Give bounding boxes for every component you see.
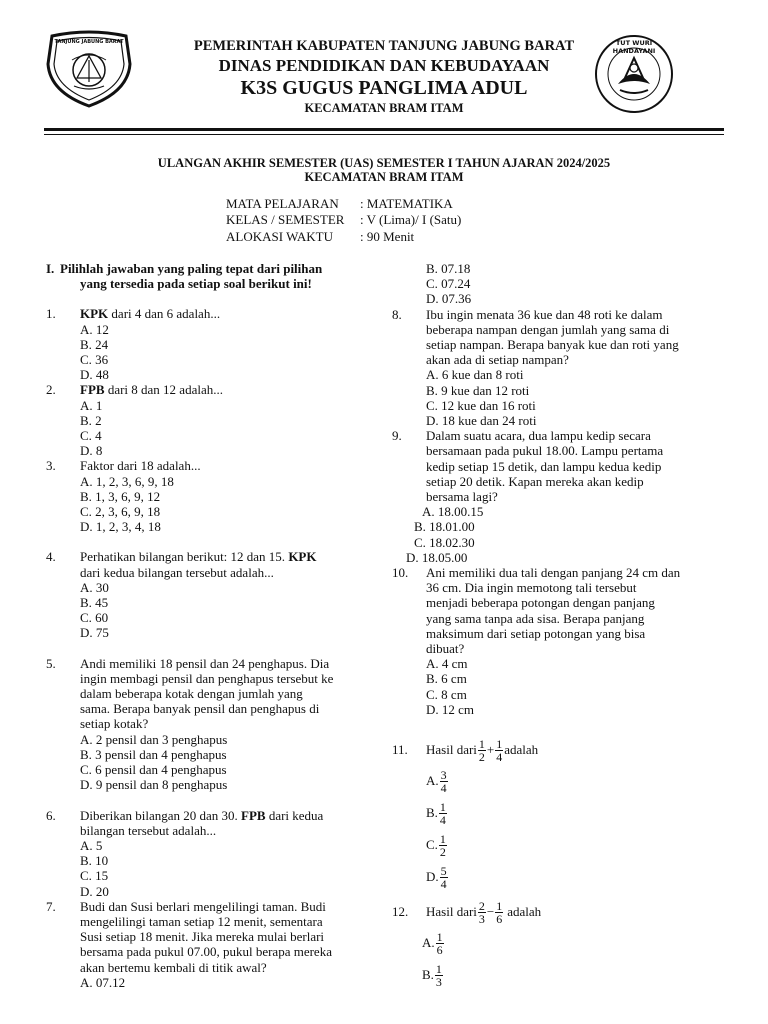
- numerator: 1: [436, 929, 443, 944]
- question-text: menjadi beberapa potongan dengan panjang: [426, 595, 655, 611]
- header-k3s: K3S GUGUS PANGLIMA ADUL: [240, 77, 528, 99]
- header-department: DINAS PENDIDIKAN DAN KEBUDAYAAN: [218, 56, 550, 75]
- fraction: [440, 865, 448, 890]
- question-text: Hasil dari: [426, 904, 477, 920]
- fraction: [495, 738, 503, 763]
- question-text: Dalam suatu acara, dua lampu kedip secara: [426, 428, 651, 444]
- option[interactable]: D. 20: [80, 883, 109, 899]
- numerator: 1: [496, 898, 503, 913]
- option-letter: A.: [426, 773, 439, 789]
- question-keyword: KPK: [288, 549, 317, 565]
- question-text: dari 4 dan 6 adalah...: [108, 306, 221, 322]
- option[interactable]: B. 6 cm: [426, 671, 467, 687]
- question-11: [392, 735, 732, 893]
- question-text: Diberikan bilangan 20 dan 30.: [80, 807, 242, 823]
- question-text: akan bertemu kembali di titik awal?: [80, 959, 267, 975]
- operator: −: [486, 904, 495, 920]
- meta-key: MATA PELAJARAN: [226, 196, 339, 211]
- option[interactable]: A. 5: [80, 837, 103, 853]
- question-10: [392, 565, 732, 717]
- question-number: 9.: [392, 428, 402, 444]
- option[interactable]: B. 3 pensil dan 4 penghapus: [80, 746, 227, 762]
- question-text: adalah: [507, 904, 542, 920]
- header-district: KECAMATAN BRAM ITAM: [304, 101, 464, 115]
- option[interactable]: D. 48: [80, 367, 109, 383]
- instruction-line: yang tersedia pada setiap soal berikut ini!: [80, 276, 312, 292]
- option[interactable]: [422, 959, 732, 991]
- question-number: 8.: [392, 306, 402, 322]
- option[interactable]: D. 1, 2, 3, 4, 18: [80, 519, 161, 535]
- option[interactable]: B. 9 kue dan 12 roti: [426, 382, 530, 398]
- question-text: dari 8 dan 12 adalah...: [104, 382, 223, 398]
- option[interactable]: D. 12 cm: [426, 701, 475, 717]
- instruction-line: Pilihlah jawaban yang paling tepat dari pilihan: [60, 261, 323, 276]
- denominator: 2: [439, 844, 446, 859]
- question-text: adalah: [504, 742, 539, 758]
- question-text: akan ada di setiap nampan?: [426, 352, 569, 368]
- question-7: [46, 899, 382, 990]
- option[interactable]: D. 75: [80, 625, 109, 641]
- question-text: dari kedua bilangan tersebut adalah...: [80, 564, 274, 580]
- section-number: I.: [46, 261, 55, 276]
- fraction: [440, 769, 448, 794]
- option[interactable]: C. 12 kue dan 16 roti: [426, 397, 536, 413]
- option[interactable]: B. 45: [80, 595, 109, 611]
- question-number: 4.: [46, 549, 56, 565]
- fraction: [435, 963, 443, 988]
- option-letter: A.: [422, 935, 435, 951]
- option[interactable]: C. 2, 3, 6, 9, 18: [80, 504, 161, 520]
- option[interactable]: B. 2: [80, 412, 102, 428]
- question-12: [392, 897, 732, 991]
- question-number: 3.: [46, 458, 56, 474]
- question-text: setiap 20 detik. Kapan mereka akan kedip: [426, 473, 644, 489]
- option[interactable]: C. 18.02.30: [414, 534, 475, 550]
- option[interactable]: C. 4: [80, 428, 102, 444]
- option[interactable]: B. 24: [80, 336, 109, 352]
- question-text: 36 cm. Dia ingin memotong tali tersebut: [426, 580, 637, 596]
- option[interactable]: C. 36: [80, 352, 109, 368]
- numerator: 1: [439, 831, 446, 846]
- option[interactable]: [426, 829, 732, 861]
- denominator: 6: [436, 942, 443, 957]
- operator: +: [486, 742, 495, 758]
- meta-time: [226, 229, 414, 245]
- meta-value: : 90 Menit: [360, 229, 415, 244]
- denominator: 2: [478, 749, 485, 764]
- question-3: [46, 458, 382, 534]
- question-text: Ani memiliki dua tali dengan panjang 24 cm dan: [426, 565, 681, 581]
- option[interactable]: A. 2 pensil dan 3 penghapus: [80, 731, 228, 747]
- question-1: [46, 306, 382, 382]
- denominator: 4: [440, 780, 447, 795]
- question-text: dalam beberapa kotak dengan jumlah yang: [80, 686, 303, 702]
- question-number: 11.: [392, 742, 408, 758]
- numerator: 1: [478, 736, 485, 751]
- question-number: 6.: [46, 807, 56, 823]
- question-text: Ibu ingin menata 36 kue dan 48 roti ke dalam: [426, 306, 663, 322]
- fraction: [439, 801, 447, 826]
- numerator: 2: [478, 898, 485, 913]
- question-text: beberapa nampan dengan jumlah yang sama di: [426, 321, 670, 337]
- option[interactable]: [426, 797, 732, 829]
- right-column: [392, 261, 732, 991]
- question-text: Budi dan Susi berlari mengelilingi taman. Budi: [80, 898, 326, 914]
- option[interactable]: C. 15: [80, 868, 109, 884]
- option[interactable]: D. 07.36: [426, 291, 472, 307]
- exam-title: ULANGAN AKHIR SEMESTER (UAS) SEMESTER I TAHUN AJARAN 2024/2025: [157, 156, 611, 170]
- question-text: setiap nampan. Berapa banyak kue dan roti yang: [426, 337, 679, 353]
- regency-logo-text: TANJUNG JABUNG BARAT: [54, 39, 124, 45]
- header-government: PEMERINTAH KABUPATEN TANJUNG JABUNG BARAT: [193, 38, 575, 54]
- option-letter: B.: [422, 967, 434, 983]
- option[interactable]: A. 07.12: [80, 974, 126, 990]
- fraction: [439, 833, 447, 858]
- meta-value: : MATEMATIKA: [360, 196, 453, 211]
- meta-subject: [226, 196, 453, 212]
- question-text: setiap kotak?: [80, 716, 149, 732]
- meta-class: [226, 212, 461, 228]
- question-number: 2.: [46, 382, 56, 398]
- question-text: Andi memiliki 18 pensil dan 24 penghapus. Dia: [80, 655, 330, 671]
- question-8: [392, 307, 732, 429]
- fraction: [478, 900, 486, 925]
- denominator: 4: [496, 749, 503, 764]
- question-text: dibuat?: [426, 641, 465, 657]
- question-number: 12.: [392, 904, 409, 920]
- question-number: 10.: [392, 565, 409, 581]
- question-text: bersamaan pada pukul 18.00. Lampu pertama: [426, 443, 664, 459]
- question-text: Hasil dari: [426, 742, 477, 758]
- option[interactable]: A. 30: [80, 579, 109, 595]
- option-letter: C.: [426, 837, 438, 853]
- option[interactable]: C. 07.24: [426, 276, 471, 292]
- option[interactable]: [422, 927, 732, 959]
- numerator: 1: [439, 799, 446, 814]
- option[interactable]: C. 60: [80, 610, 109, 626]
- option[interactable]: B. 1, 3, 6, 9, 12: [80, 488, 161, 504]
- question-text: ingin membagi pensil dan penghapus tersebut ke: [80, 670, 334, 686]
- fraction: [495, 900, 503, 925]
- meta-key: KELAS / SEMESTER: [226, 212, 345, 227]
- option[interactable]: A. 1: [80, 397, 103, 413]
- header-thin-rule: [44, 134, 724, 135]
- option-letter: B.: [426, 805, 438, 821]
- question-5: [46, 656, 382, 793]
- question-text: Faktor dari 18 adalah...: [80, 458, 201, 474]
- option-letter: D.: [426, 869, 439, 885]
- option[interactable]: [426, 861, 732, 893]
- denominator: 3: [478, 911, 485, 926]
- question-text: kedip setiap 15 detik, dan lampu kedua kedip: [426, 458, 662, 474]
- meta-value: : V (Lima)/ I (Satu): [360, 212, 462, 227]
- option[interactable]: A. 4 cm: [426, 656, 468, 672]
- option[interactable]: B. 07.18: [426, 261, 471, 276]
- question-text: bersama pada pukul 07.00, pukul berapa mereka: [80, 944, 332, 960]
- question-text: sama. Berapa banyak pensil dan penghapus di: [80, 701, 320, 717]
- numerator: 1: [435, 961, 442, 976]
- question-number: 7.: [46, 898, 56, 914]
- denominator: 4: [440, 876, 447, 891]
- section-instruction: [46, 261, 382, 291]
- question-keyword: FPB: [241, 807, 266, 823]
- option[interactable]: D. 8: [80, 443, 103, 459]
- question-text: bilangan tersebut adalah...: [80, 822, 217, 838]
- option[interactable]: C. 8 cm: [426, 686, 467, 702]
- exam-subtitle: KECAMATAN BRAM ITAM: [304, 170, 464, 184]
- question-keyword: KPK: [80, 306, 109, 322]
- option[interactable]: B. 18.01.00: [414, 519, 475, 535]
- question-keyword: FPB: [80, 382, 105, 398]
- option[interactable]: D. 9 pensil dan 8 penghapus: [80, 777, 228, 793]
- option[interactable]: C. 6 pensil dan 4 penghapus: [80, 762, 227, 778]
- option[interactable]: A. 6 kue dan 8 roti: [426, 367, 524, 383]
- question-4: [46, 549, 382, 640]
- left-column: [46, 261, 382, 990]
- option[interactable]: A. 18.00.15: [422, 504, 484, 520]
- option[interactable]: B. 10: [80, 853, 109, 869]
- question-6: [46, 808, 382, 899]
- question-text: yang sama tanpa ada sisa. Berapa panjang: [426, 610, 645, 626]
- option[interactable]: D. 18.05.00: [406, 549, 468, 565]
- option[interactable]: A. 12: [80, 321, 109, 337]
- question-number: 1.: [46, 306, 56, 322]
- option[interactable]: D. 18 kue dan 24 roti: [426, 413, 537, 429]
- meta-key: ALOKASI WAKTU: [226, 229, 334, 244]
- question-text: Susi setiap 18 menit. Jika mereka mulai berlari: [80, 929, 325, 945]
- option[interactable]: [426, 765, 732, 797]
- option[interactable]: A. 1, 2, 3, 6, 9, 18: [80, 473, 174, 489]
- fraction: [478, 738, 486, 763]
- question-9: [392, 428, 732, 565]
- fraction: [436, 931, 444, 956]
- denominator: 6: [496, 911, 503, 926]
- numerator: 1: [496, 736, 503, 751]
- tut-wuri-logo-text: TUT WURI HANDAYANI: [612, 39, 656, 55]
- question-text: dari kedua: [265, 807, 324, 823]
- question-2: [46, 382, 382, 458]
- header-thick-rule: [44, 128, 724, 131]
- question-text: Perhatikan bilangan berikut: 12 dan 15.: [80, 549, 289, 565]
- numerator: 5: [440, 863, 447, 878]
- question-text: bersama lagi?: [426, 489, 498, 505]
- denominator: 4: [439, 812, 446, 827]
- question-text: maksimum dari setiap potongan yang bisa: [426, 625, 646, 641]
- denominator: 3: [435, 974, 442, 989]
- question-text: mengelilingi taman setiap 12 menit, sementara: [80, 913, 323, 929]
- numerator: 3: [440, 767, 447, 782]
- question-number: 5.: [46, 655, 56, 671]
